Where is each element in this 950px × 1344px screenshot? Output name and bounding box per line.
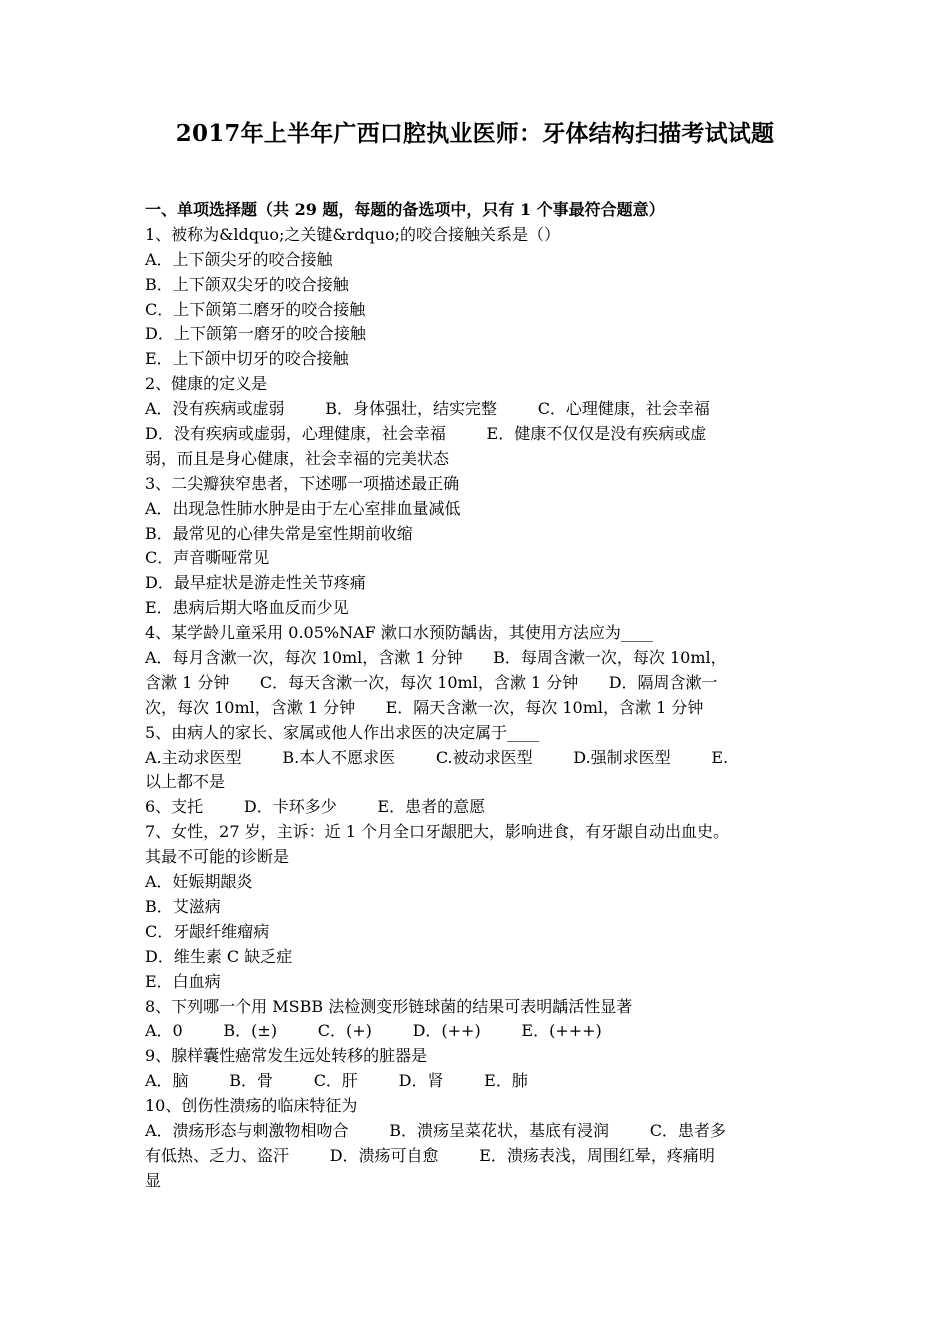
text-line: A．妊娠期龈炎 bbox=[145, 872, 253, 892]
text-line: A．脑 B．骨 C．肝 D．肾 E．肺 bbox=[145, 1071, 528, 1091]
text-line: D．维生素 C 缺乏症 bbox=[145, 946, 293, 966]
text-line: 5、由病人的家长、家属或他人作出求医的决定属于____ bbox=[145, 722, 540, 742]
text-line: 7、女性，27 岁，主诉：近 1 个月全口牙龈肥大，影响进食，有牙龈自动出血史。 bbox=[145, 822, 729, 842]
text-line: E．白血病 bbox=[145, 971, 221, 991]
text-line: 10、创伤性溃疡的临床特征为 bbox=[145, 1096, 358, 1116]
text-line: D．最早症状是游走性关节疼痛 bbox=[145, 573, 366, 593]
text-line: E．患病后期大咯血反而少见 bbox=[145, 598, 349, 618]
text-line: D．没有疾病或虚弱，心理健康，社会幸福 E．健康不仅仅是没有疾病或虚 bbox=[145, 424, 707, 444]
text-line: A.主动求医型 B.本人不愿求医 C.被动求医型 D.强制求医型 E. bbox=[145, 747, 729, 767]
text-line: 6、支托 D．卡环多少 E．患者的意愿 bbox=[145, 797, 486, 817]
text-line: 其最不可能的诊断是 bbox=[145, 847, 290, 867]
text-line: 次，每次 10ml，含漱 1 分钟 E．隔天含漱一次，每次 10ml，含漱 1 分钟 bbox=[145, 697, 704, 717]
text-line: A．每月含漱一次，每次 10ml，含漱 1 分钟 B．每周含漱一次，每次 10ml， bbox=[145, 648, 727, 668]
section-heading: 一、单项选择题（共 29 题，每题的备选项中，只有 1 个事最符合题意） bbox=[145, 200, 665, 219]
text-line: E．上下颌中切牙的咬合接触 bbox=[145, 349, 349, 369]
text-line: C．声音嘶哑常见 bbox=[145, 548, 270, 568]
text-line: 显 bbox=[145, 1170, 162, 1190]
text-line: 2、健康的定义是 bbox=[145, 374, 268, 394]
text-line: C．牙龈纤维瘤病 bbox=[145, 921, 270, 941]
text-line: 以上都不是 bbox=[145, 772, 226, 792]
text-line: 3、二尖瓣狭窄患者，下述哪一项描述最正确 bbox=[145, 473, 460, 493]
text-line: 8、下列哪一个用 MSBB 法检测变形链球菌的结果可表明龋活性显著 bbox=[145, 996, 633, 1016]
text-line: 1、被称为&ldquo;之关键&rdquo;的咬合接触关系是（） bbox=[145, 224, 561, 244]
text-line: A．出现急性肺水肿是由于左心室排血量减低 bbox=[145, 498, 461, 518]
text-line: A．上下颌尖牙的咬合接触 bbox=[145, 249, 333, 269]
text-line: 4、某学龄儿童采用 0.05%NAF 漱口水预防龋齿，其使用方法应为____ bbox=[145, 623, 653, 643]
text-line: B．上下颌双尖牙的咬合接触 bbox=[145, 274, 349, 294]
text-line: D．上下颌第一磨牙的咬合接触 bbox=[145, 324, 366, 344]
text-line: A．没有疾病或虚弱 B．身体强壮，结实完整 C．心理健康，社会幸福 bbox=[145, 399, 710, 419]
document-body bbox=[145, 198, 810, 1194]
text-line: A．0 B．(±) C．(+) D．(++) E．(+++) bbox=[145, 1021, 602, 1041]
text-line: B．艾滋病 bbox=[145, 896, 221, 916]
document-title: 2017年上半年广西口腔执业医师：牙体结构扫描考试试题 bbox=[175, 120, 775, 147]
text-line: 9、腺样囊性癌常发生远处转移的脏器是 bbox=[145, 1046, 428, 1066]
text-line: A．溃疡形态与刺激物相吻合 B．溃疡呈菜花状，基底有浸润 C．患者多 bbox=[145, 1120, 726, 1140]
text-line: C．上下颌第二磨牙的咬合接触 bbox=[145, 299, 366, 319]
text-line: 有低热、乏力、盗汗 D．溃疡可自愈 E．溃疡表浅，周围红晕，疼痛明 bbox=[145, 1145, 715, 1165]
text-line: B．最常见的心律失常是室性期前收缩 bbox=[145, 523, 413, 543]
text-line: 含漱 1 分钟 C．每天含漱一次，每次 10ml，含漱 1 分钟 D．隔周含漱一 bbox=[145, 672, 718, 692]
text-line: 弱，而且是身心健康，社会幸福的完美状态 bbox=[145, 448, 450, 468]
